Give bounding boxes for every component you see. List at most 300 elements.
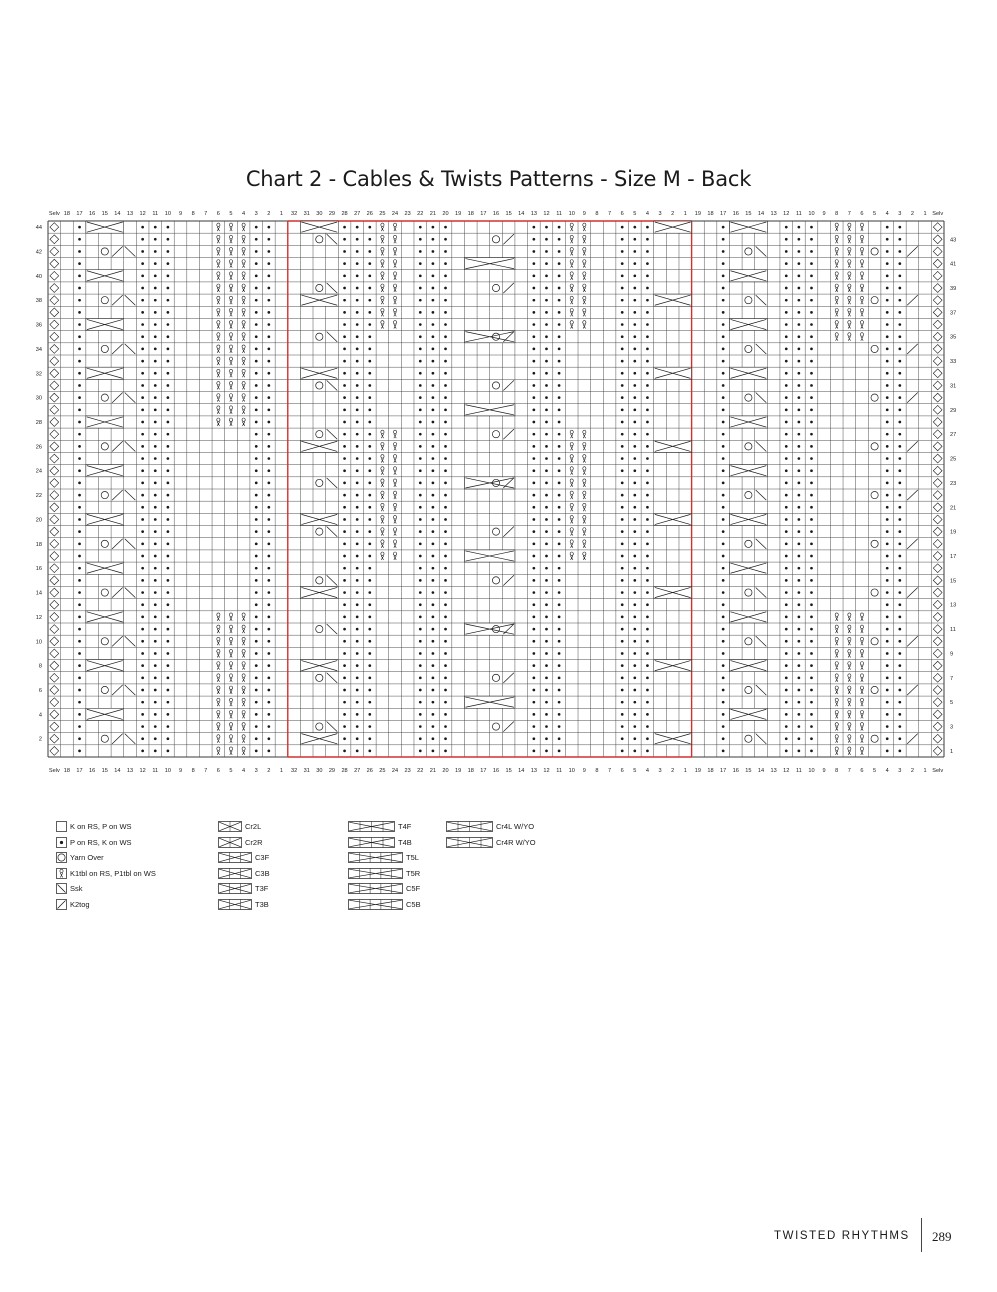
purl-stitch: [621, 542, 624, 545]
purl-stitch: [356, 555, 359, 558]
yarn-over-stitch: [745, 443, 752, 450]
column-label-bottom: 13: [770, 768, 777, 774]
selvedge-stitch: [50, 296, 59, 305]
purl-stitch: [810, 238, 813, 241]
column-label-bottom: 16: [492, 768, 500, 774]
purl-stitch: [154, 360, 157, 363]
twisted-stitch: [860, 296, 863, 304]
purl-stitch: [722, 689, 725, 692]
yarn-over-stitch: [101, 638, 108, 645]
selvedge-stitch: [933, 564, 942, 573]
row-label-right: 1: [950, 748, 954, 755]
column-label-bottom: 10: [808, 768, 815, 774]
purl-stitch: [154, 750, 157, 753]
twisted-stitch: [835, 272, 838, 280]
purl-stitch: [886, 616, 889, 619]
selvedge-stitch: [933, 369, 942, 378]
yarn-over-stitch: [745, 345, 752, 352]
purl-stitch: [267, 591, 270, 594]
yarn-over-stitch: [101, 345, 108, 352]
purl-stitch: [633, 482, 636, 485]
row-label-right: 13: [950, 602, 957, 609]
purl-stitch: [533, 250, 536, 253]
purl-stitch: [368, 433, 371, 436]
purl-stitch: [621, 421, 624, 424]
purl-stitch: [78, 518, 81, 521]
purl-stitch: [78, 335, 81, 338]
purl-stitch: [141, 713, 144, 716]
purl-stitch: [785, 750, 788, 753]
purl-stitch: [267, 664, 270, 667]
purl-stitch: [722, 664, 725, 667]
row-label-right: 25: [950, 456, 957, 463]
twisted-stitch: [393, 540, 396, 548]
purl-stitch: [810, 737, 813, 740]
purl-stitch: [785, 689, 788, 692]
twisted-stitch: [242, 637, 245, 645]
twisted-stitch: [229, 406, 232, 414]
twisted-stitch: [393, 503, 396, 511]
purl-stitch: [255, 360, 258, 363]
purl-stitch: [368, 750, 371, 753]
purl-stitch: [898, 311, 901, 314]
legend-label: T5R: [406, 868, 421, 878]
purl-stitch: [267, 725, 270, 728]
purl-stitch: [419, 457, 422, 460]
selvedge-stitch: [50, 564, 59, 573]
twisted-stitch: [217, 662, 220, 670]
ssk-stitch: [327, 478, 338, 488]
twisted-stitch: [381, 503, 384, 511]
column-label-top: 1: [923, 211, 927, 217]
purl-stitch: [419, 579, 422, 582]
yarn-over-stitch: [492, 382, 499, 389]
selvedge-stitch: [933, 539, 942, 548]
purl-stitch: [886, 311, 889, 314]
selvedge-stitch: [933, 271, 942, 280]
purl-stitch: [255, 445, 258, 448]
purl-stitch: [898, 628, 901, 631]
yarn-over-stitch: [871, 491, 878, 498]
twisted-stitch: [381, 235, 384, 243]
purl-stitch: [356, 494, 359, 497]
legend-item: [56, 835, 156, 851]
purl-stitch: [533, 616, 536, 619]
purl-stitch: [78, 542, 81, 545]
purl-stitch: [154, 628, 157, 631]
twisted-stitch: [848, 308, 851, 316]
purl-stitch: [419, 445, 422, 448]
purl-stitch: [368, 372, 371, 375]
twisted-stitch: [217, 698, 220, 706]
purl-stitch: [141, 689, 144, 692]
selvedge-stitch: [50, 271, 59, 280]
selvedge-stitch: [50, 698, 59, 707]
twisted-stitch: [229, 686, 232, 694]
purl-stitch: [141, 482, 144, 485]
purl-stitch: [558, 737, 561, 740]
purl-stitch: [444, 494, 447, 497]
purl-stitch: [646, 640, 649, 643]
purl-stitch: [419, 567, 422, 570]
purl-stitch: [356, 676, 359, 679]
purl-stitch: [785, 591, 788, 594]
selvedge-stitch: [50, 491, 59, 500]
ssk-stitch: [327, 624, 338, 634]
purl-stitch: [886, 433, 889, 436]
purl-stitch: [444, 750, 447, 753]
twisted-stitch: [848, 321, 851, 329]
purl-stitch: [722, 482, 725, 485]
twisted-stitch: [242, 723, 245, 731]
purl-stitch: [545, 262, 548, 265]
purl-stitch: [78, 226, 81, 229]
ssk-icon: [56, 883, 67, 894]
purl-stitch: [646, 384, 649, 387]
purl-stitch: [343, 591, 346, 594]
selvedge-stitch: [50, 466, 59, 475]
ssk-stitch: [756, 685, 767, 695]
purl-stitch: [810, 518, 813, 521]
purl-stitch: [154, 701, 157, 704]
selvedge-stitch: [50, 552, 59, 561]
k2tog-stitch: [503, 527, 514, 537]
twisted-stitch: [242, 686, 245, 694]
purl-stitch: [368, 238, 371, 241]
purl-stitch: [722, 348, 725, 351]
purl-stitch: [255, 579, 258, 582]
purl-stitch: [432, 311, 435, 314]
purl-stitch: [167, 579, 170, 582]
yarn-over-stitch: [871, 638, 878, 645]
purl-stitch: [886, 274, 889, 277]
twisted-stitch: [242, 649, 245, 657]
purl-stitch: [785, 274, 788, 277]
purl-stitch: [154, 591, 157, 594]
purl-stitch: [722, 408, 725, 411]
twisted-stitch: [848, 649, 851, 657]
purl-stitch: [368, 579, 371, 582]
selvedge-stitch: [933, 637, 942, 646]
purl-stitch: [444, 287, 447, 290]
twisted-stitch: [229, 649, 232, 657]
purl-stitch: [646, 372, 649, 375]
purl-stitch: [545, 311, 548, 314]
purl-stitch: [646, 457, 649, 460]
purl-stitch: [533, 445, 536, 448]
purl-stitch: [255, 384, 258, 387]
purl-stitch: [810, 421, 813, 424]
purl-stitch: [419, 652, 422, 655]
purl-stitch: [167, 238, 170, 241]
twisted-stitch: [848, 333, 851, 341]
twisted-stitch: [242, 260, 245, 268]
purl-stitch: [633, 421, 636, 424]
twisted-stitch: [835, 333, 838, 341]
purl-stitch: [810, 628, 813, 631]
twisted-stitch: [217, 357, 220, 365]
purl-stitch: [633, 238, 636, 241]
purl-stitch: [167, 482, 170, 485]
purl-stitch: [267, 274, 270, 277]
column-label-top: 19: [455, 211, 462, 217]
purl-stitch: [368, 701, 371, 704]
purl-stitch: [785, 287, 788, 290]
purl-stitch: [621, 348, 624, 351]
purl-stitch: [141, 433, 144, 436]
yarn-over-stitch: [745, 686, 752, 693]
purl-stitch: [545, 287, 548, 290]
purl-stitch: [78, 323, 81, 326]
purl-stitch: [444, 348, 447, 351]
selvedge-stitch: [50, 479, 59, 488]
column-label-bottom: 4: [885, 768, 889, 774]
purl-stitch: [558, 591, 561, 594]
purl-stitch: [810, 323, 813, 326]
cable-3-icon: [218, 899, 252, 910]
selvedge-stitch: [50, 613, 59, 622]
purl-stitch: [722, 701, 725, 704]
twisted-stitch: [848, 674, 851, 682]
purl-stitch: [898, 335, 901, 338]
twisted-stitch: [835, 698, 838, 706]
purl-stitch: [785, 652, 788, 655]
purl-stitch: [343, 250, 346, 253]
column-label-top: 32: [290, 211, 298, 217]
yarn-over-stitch: [745, 735, 752, 742]
purl-stitch: [419, 518, 422, 521]
purl-stitch: [356, 360, 359, 363]
purl-stitch: [785, 506, 788, 509]
purl-stitch: [444, 616, 447, 619]
yarn-over-stitch: [316, 577, 323, 584]
purl-stitch: [444, 408, 447, 411]
column-label-top: 6: [860, 211, 864, 217]
purl-stitch: [167, 518, 170, 521]
legend-label: T3B: [255, 899, 269, 909]
row-label-right: 7: [950, 675, 954, 682]
purl-stitch: [78, 530, 81, 533]
purl-stitch: [621, 238, 624, 241]
twisted-stitch: [242, 625, 245, 633]
purl-stitch: [533, 396, 536, 399]
purl-stitch: [533, 664, 536, 667]
purl-stitch: [898, 262, 901, 265]
purl-stitch: [633, 603, 636, 606]
purl-stitch: [785, 226, 788, 229]
purl-stitch: [444, 250, 447, 253]
purl-stitch: [545, 226, 548, 229]
purl-stitch: [646, 408, 649, 411]
twisted-stitch: [381, 321, 384, 329]
column-label-top: 15: [101, 211, 108, 217]
purl-stitch: [255, 542, 258, 545]
column-label-top: 12: [139, 211, 146, 217]
purl-stitch: [368, 262, 371, 265]
purl-stitch: [267, 372, 270, 375]
purl-stitch: [368, 676, 371, 679]
purl-stitch: [785, 335, 788, 338]
yarn-over-stitch: [492, 284, 499, 291]
column-label-top: 25: [379, 211, 386, 217]
purl-stitch: [343, 530, 346, 533]
purl-stitch: [533, 676, 536, 679]
purl-stitch: [368, 311, 371, 314]
column-label-bottom: 17: [76, 768, 83, 774]
purl-stitch: [722, 640, 725, 643]
ssk-stitch: [756, 587, 767, 597]
purl-stitch: [722, 676, 725, 679]
column-label-top: 8: [191, 211, 195, 217]
purl-stitch: [886, 652, 889, 655]
twisted-stitch: [217, 333, 220, 341]
selvedge-stitch: [50, 247, 59, 256]
purl-stitch: [886, 676, 889, 679]
purl-stitch: [722, 262, 725, 265]
twisted-stitch: [381, 540, 384, 548]
purl-stitch: [267, 299, 270, 302]
selvedge-stitch: [50, 673, 59, 682]
purl-stitch: [78, 750, 81, 753]
purl-stitch: [141, 372, 144, 375]
purl-stitch: [419, 725, 422, 728]
purl-stitch: [633, 384, 636, 387]
purl-stitch: [621, 226, 624, 229]
purl-stitch: [785, 494, 788, 497]
twisted-stitch: [860, 662, 863, 670]
purl-stitch: [167, 652, 170, 655]
twisted-stitch: [242, 247, 245, 255]
column-label-bottom: 3: [254, 768, 258, 774]
column-label-top: 2: [671, 211, 675, 217]
legend-item: [348, 835, 421, 851]
purl-stitch: [356, 689, 359, 692]
purl-stitch: [141, 323, 144, 326]
purl-stitch: [78, 579, 81, 582]
purl-stitch: [646, 311, 649, 314]
purl-stitch: [255, 616, 258, 619]
purl-stitch: [154, 372, 157, 375]
purl-stitch: [255, 591, 258, 594]
purl-stitch: [810, 542, 813, 545]
selvedge-stitch: [933, 722, 942, 731]
twisted-stitch: [217, 674, 220, 682]
purl-stitch: [255, 408, 258, 411]
purl-stitch: [558, 518, 561, 521]
purl-stitch: [141, 396, 144, 399]
purl-stitch: [533, 555, 536, 558]
purl-stitch: [558, 299, 561, 302]
purl-stitch: [368, 384, 371, 387]
purl-stitch: [343, 408, 346, 411]
selvedge-stitch: [50, 418, 59, 427]
purl-stitch: [167, 469, 170, 472]
purl-stitch: [558, 469, 561, 472]
twisted-stitch: [393, 260, 396, 268]
purl-stitch: [78, 713, 81, 716]
purl-stitch: [886, 469, 889, 472]
purl-stitch: [154, 530, 157, 533]
purl-stitch: [368, 445, 371, 448]
column-label-top: 10: [164, 211, 172, 217]
twisted-stitch: [393, 308, 396, 316]
purl-stitch: [886, 396, 889, 399]
purl-stitch: [785, 518, 788, 521]
purl-stitch: [432, 750, 435, 753]
twisted-stitch: [217, 272, 220, 280]
purl-stitch: [432, 713, 435, 716]
purl-stitch: [785, 579, 788, 582]
purl-stitch: [154, 603, 157, 606]
purl-stitch: [255, 433, 258, 436]
purl-stitch: [356, 542, 359, 545]
purl-stitch: [886, 372, 889, 375]
column-label-bottom: 7: [204, 768, 208, 774]
purl-stitch: [558, 616, 561, 619]
purl-stitch: [798, 238, 801, 241]
purl-stitch: [785, 396, 788, 399]
twisted-stitch: [583, 284, 586, 292]
twisted-stitch: [217, 308, 220, 316]
purl-stitch: [141, 335, 144, 338]
purl-stitch: [646, 494, 649, 497]
twisted-stitch: [229, 223, 232, 231]
column-label-bottom: 8: [191, 768, 195, 774]
purl-stitch: [621, 323, 624, 326]
purl-stitch: [343, 335, 346, 338]
column-label-top: 3: [658, 211, 662, 217]
twisted-stitch: [242, 613, 245, 621]
purl-stitch: [368, 567, 371, 570]
purl-stitch: [167, 274, 170, 277]
twisted-stitch: [835, 662, 838, 670]
yarn-over-stitch: [316, 674, 323, 681]
purl-stitch: [886, 542, 889, 545]
yarn-over-stitch: [745, 491, 752, 498]
purl-stitch: [533, 238, 536, 241]
purl-stitch: [646, 482, 649, 485]
twisted-stitch: [583, 528, 586, 536]
purl-stitch: [141, 311, 144, 314]
purl-stitch: [267, 737, 270, 740]
purl-stitch: [167, 335, 170, 338]
column-label-bottom: 30: [316, 768, 323, 774]
purl-stitch: [798, 445, 801, 448]
purl-stitch: [419, 628, 422, 631]
purl-stitch: [898, 689, 901, 692]
legend-item: [348, 819, 421, 835]
purl-stitch: [785, 725, 788, 728]
purl-stitch: [343, 226, 346, 229]
purl-stitch: [810, 384, 813, 387]
purl-stitch: [432, 518, 435, 521]
column-label-bottom: 16: [89, 768, 96, 774]
purl-stitch: [898, 445, 901, 448]
purl-stitch: [545, 421, 548, 424]
purl-stitch: [167, 408, 170, 411]
selvedge-stitch: [933, 332, 942, 341]
twisted-stitch: [229, 333, 232, 341]
purl-stitch: [267, 433, 270, 436]
column-label-top: 13: [530, 211, 537, 217]
twisted-stitch: [860, 686, 863, 694]
purl-stitch: [646, 713, 649, 716]
purl-stitch: [167, 299, 170, 302]
purl-stitch: [898, 226, 901, 229]
twisted-stitch: [217, 625, 220, 633]
purl-stitch: [419, 238, 422, 241]
purl-stitch: [810, 652, 813, 655]
